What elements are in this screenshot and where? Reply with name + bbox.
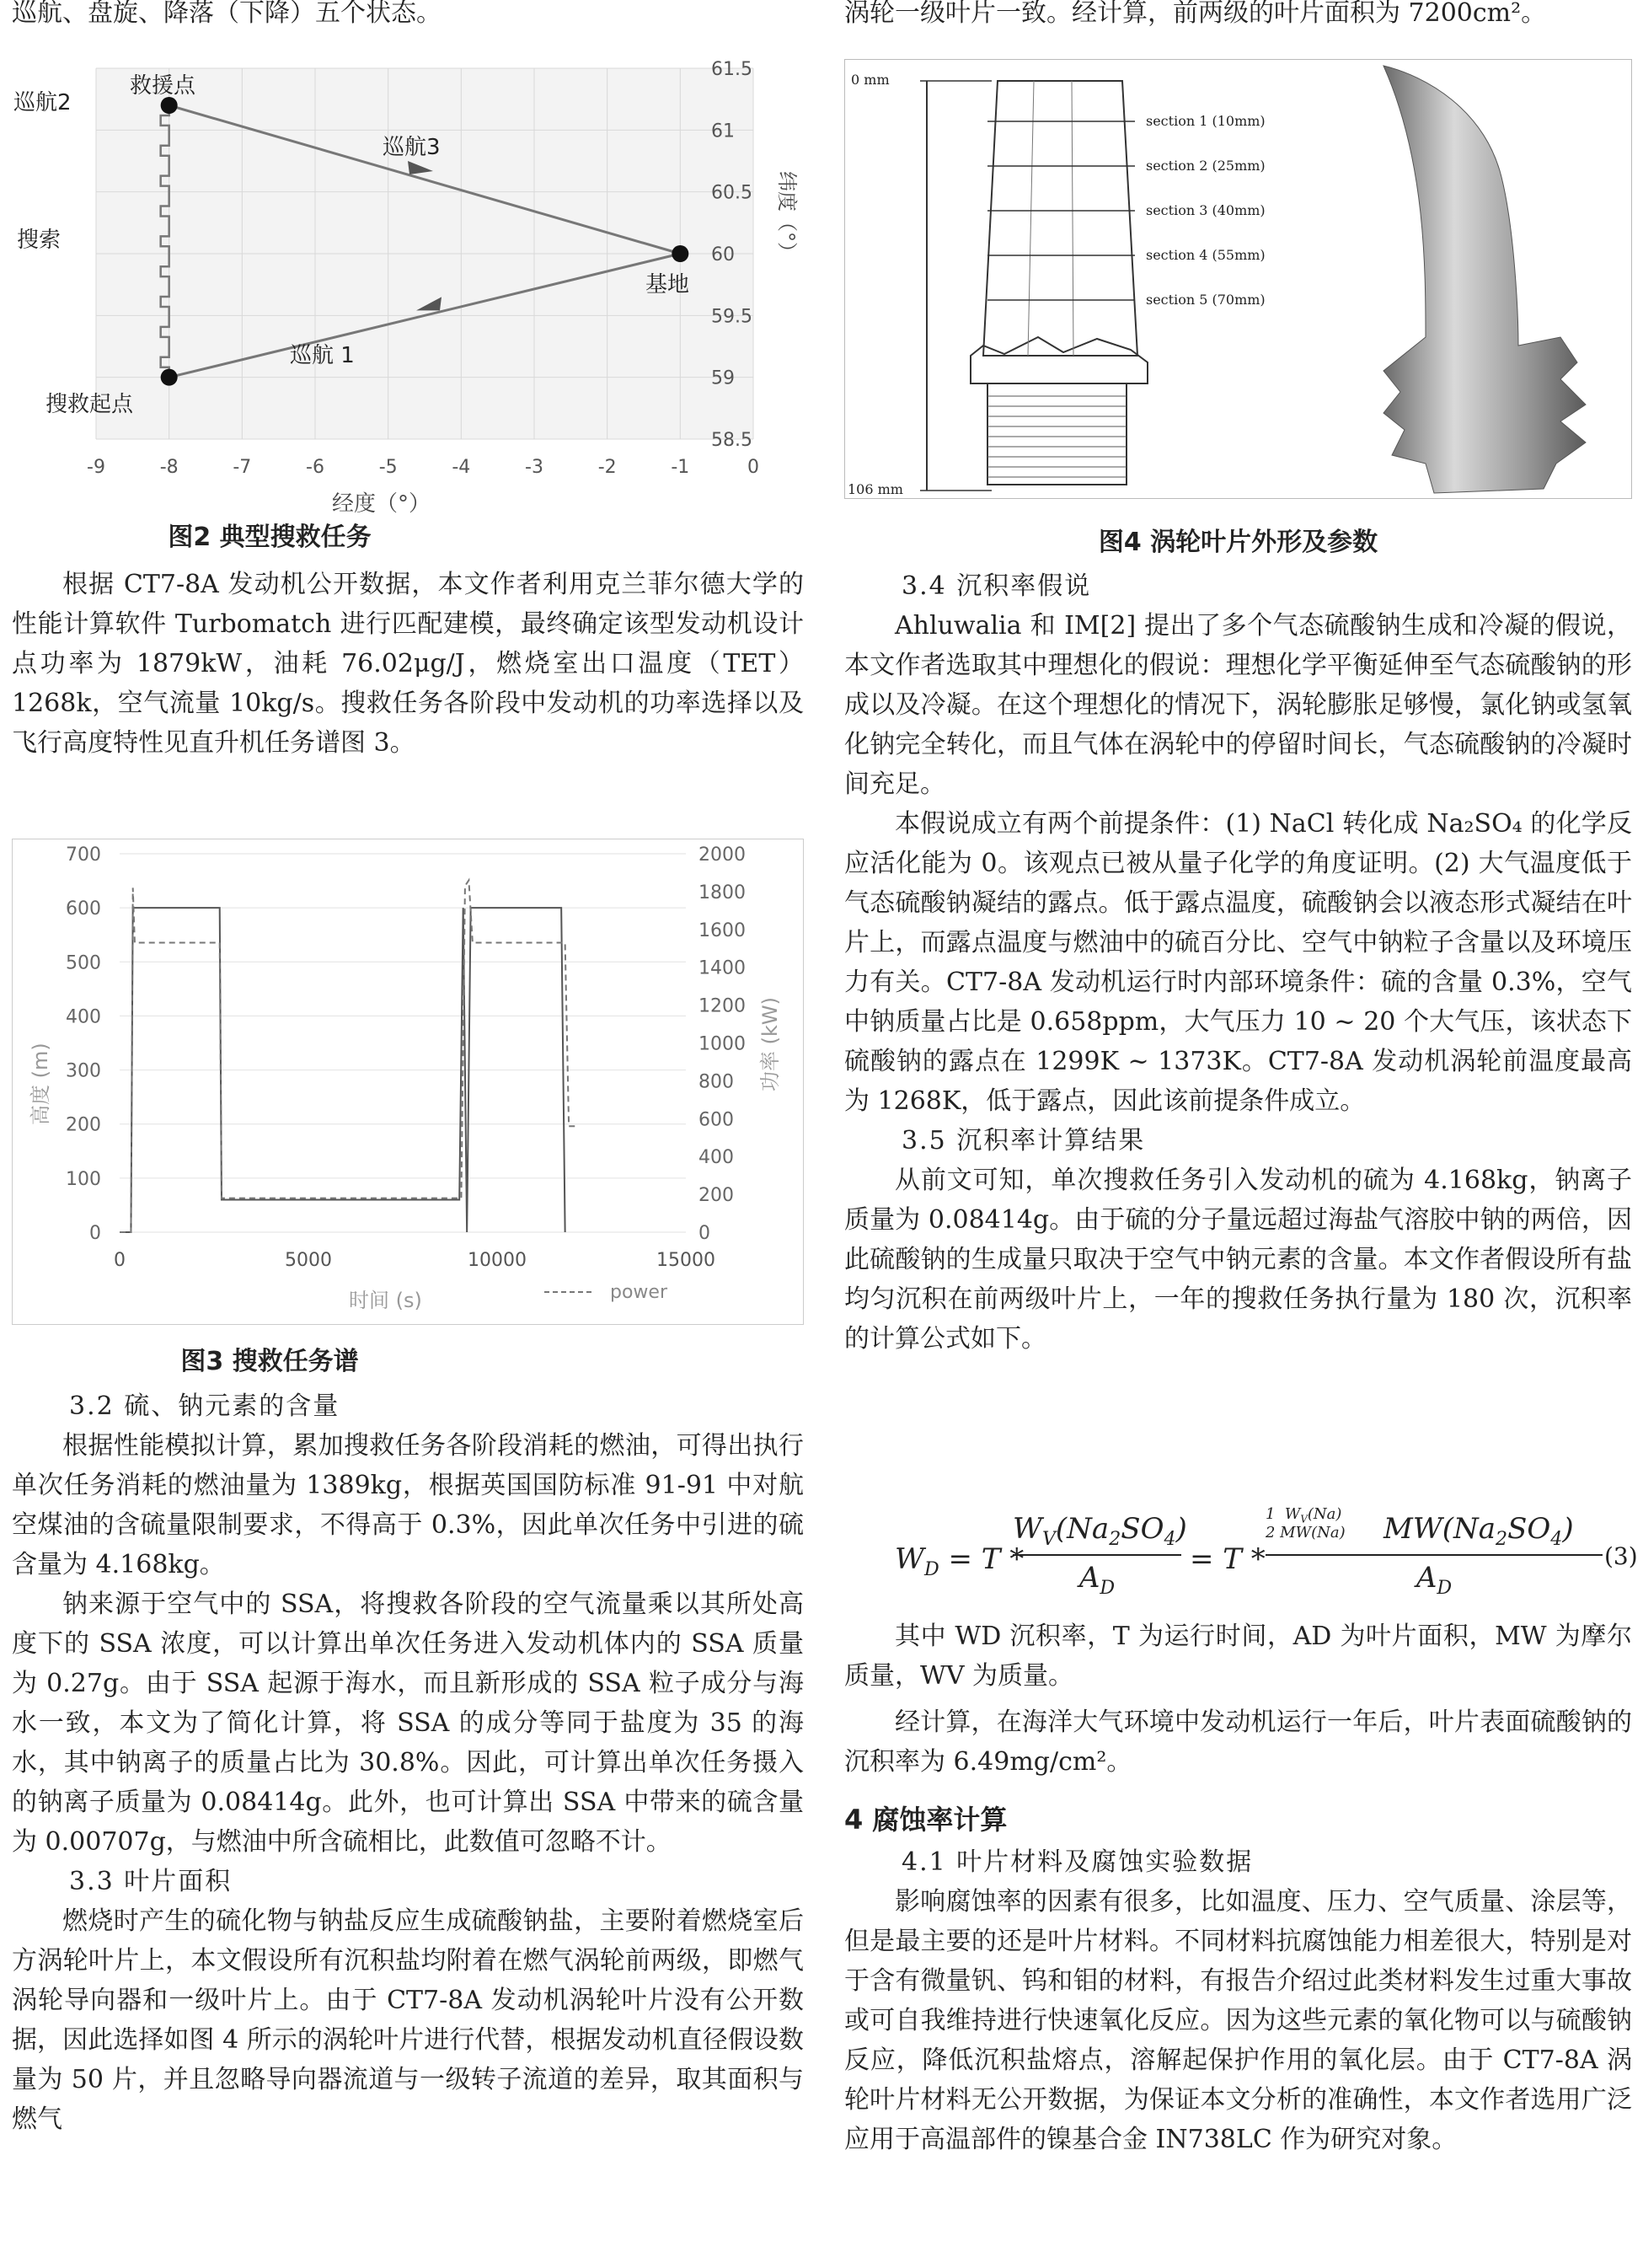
fig3-ytick-right: 0 [698, 1223, 710, 1244]
fig3-ytick-left: 200 [66, 1114, 101, 1136]
fig4-blade-render [1383, 66, 1586, 493]
fig2-ytick: 58.5 [711, 430, 752, 451]
fig2-ytick: 60.5 [711, 182, 752, 204]
fig3-gridlines [120, 854, 686, 1232]
right-para-1: Ahluwalia 和 IM[2] 提出了多个气态硫酸钠生成和冷凝的假说，本文作者选取其中理想化的假说：理想化学平衡延伸至气态硫酸钠的形成以及冷凝。在这个理想化的情况下，涡轮膨胀足够慢，氯化钠或氢氧化钠完全转化，而且气体在涡轮中的停留时间长，气态硫酸钠的冷凝时间充足。 [844, 611, 1632, 799]
right-para-4: 其中 WD 沉积率，T 为运行时间，AD 为叶片面积，MW 为摩尔质量，WV 为质量。 [844, 1622, 1632, 1691]
fig2-chart [12, 57, 804, 529]
fig2-caption: 图2 典型搜救任务 [168, 523, 372, 552]
fig3-xtick: 0 [114, 1250, 126, 1271]
section-3-2: 3.2 硫、钠元素的含量 [69, 1391, 340, 1421]
fig2-ytick: 59.5 [711, 306, 752, 328]
fig3-ytick-left: 400 [66, 1006, 101, 1028]
fig2-label-cruise3: 巡航3 [383, 135, 441, 160]
fig3-ytick-right: 1800 [698, 882, 746, 903]
fig3-caption: 图3 搜救任务谱 [180, 1347, 359, 1376]
fig4-bottom-mm: 106 mm [848, 481, 903, 497]
fig3-power-line [120, 880, 576, 1232]
fig4-section-label: section 2 (25mm) [1146, 158, 1266, 174]
fig2-xtick: -9 [87, 457, 105, 478]
section-3-4: 3.4 沉积率假说 [902, 571, 1092, 601]
fig4-blade-inner [1028, 81, 1073, 356]
fig3-ytick-right: 2000 [698, 844, 746, 866]
equation-number: (3) [1604, 1542, 1638, 1570]
fig4-section-label: section 4 (55mm) [1146, 247, 1266, 263]
fig3-ytick-right: 400 [698, 1147, 734, 1169]
fig2-point [161, 369, 178, 386]
fig2-xtick: -6 [306, 457, 324, 478]
fig2-point [672, 245, 688, 262]
fig2-label-base: 基地 [645, 272, 690, 298]
fig2-xtick: -7 [233, 457, 252, 478]
right-para-6: 影响腐蚀率的因素有很多，比如温度、压力、空气质量、涂层等，但是最主要的还是叶片材料。不同材料抗腐蚀能力相差很大，特别是对于含有微量钒、钨和钼的材料，有报告介绍过此类材料发生过重大事故或可自我维持进行快速氧化反应。因为这些元素的氧化物可以与硫酸钠反应，降低沉积盐熔点，溶解起保护作用的氧化层。由于 CT7-8A 涡轮叶片材料无公开数据，为保证本文分析的准确性，本文作者选用广泛应用于高温部件的镍基合金 IN738LC 作为研究对象。 [844, 1887, 1632, 2154]
fig3-ytick-right: 200 [698, 1185, 734, 1207]
left-para-1: 根据 CT7-8A 发动机公开数据，本文作者利用克兰菲尔德大学的性能计算软件 Turbomatch 进行匹配建模，最终确定该型发动机设计点功率为 1879kW，油耗 76.02μg/J，燃烧室出口温度（TET）1268k，空气流量 10kg/s。搜救任务各阶段中发动机的功率选择以及飞行高度特性见直升机任务谱图 3。 [12, 570, 804, 758]
section-3-3: 3.3 叶片面积 [69, 1867, 233, 1896]
fig2-xtick: -8 [159, 457, 179, 478]
right-para-2: 本假说成立有两个前提条件：(1) NaCl 转化成 Na₂SO₄ 的化学反应活化能为 0。该观点已被从量子化学的角度证明。(2) 大气温度低于气态硫酸钠凝结的露点。低于露点温度，硫酸钠会以液态形式凝结在叶片上，而露点温度与燃油中的硫百分比、空气中钠粒子含量以及环境压力有关。CT7-8A 发动机运行时内部环境条件：硫的含量 0.3%，空气中钠质量占比是 0.658ppm，大气压力 10 ~ 20 个大气压，该状态下硫酸钠的露点在 1299K ~ 1373K。CT7-8A 发动机涡轮前温度最高为 1268K，低于露点，因此该前提条件成立。 [844, 809, 1632, 1116]
fig2-ylabel: 纬度（°） [775, 171, 799, 262]
fig3-ytick-left: 500 [66, 952, 101, 974]
fig2-xtick: -4 [452, 457, 471, 478]
fig3-ytick-left: 300 [66, 1060, 101, 1082]
fig4-section-label: section 1 (10mm) [1146, 113, 1266, 129]
fig4-section-label: section 3 (40mm) [1146, 202, 1266, 218]
fig4-drawing [844, 59, 1632, 499]
fig3-chart [12, 839, 804, 1325]
fig2-xtick: 0 [747, 457, 759, 478]
fig3-ytick-right: 1400 [698, 957, 746, 979]
fig3-ytick-left: 600 [66, 898, 101, 920]
fig3-ytick-right: 800 [698, 1071, 734, 1093]
left-para-3: 钠来源于空气中的 SSA，将搜救各阶段的空气流量乘以其所处高度下的 SSA 浓度，可以计算出单次任务进入发动机体内的 SSA 质量为 0.27g。由于 SSA 起源于海水，而且新形成的 SSA 粒子成分与海水一致，本文为了简化计算，将 SSA 的成分等同于盐度为 35 的海水，其中钠离子的质量占比为 30.8%。因此，可计算出单次任务摄入的钠离子质量为 0.08414g。此外，也可计算出 SSA 中带来的硫含量为 0.00707g，与燃油中所含硫相比，此数值可忽略不计。 [12, 1590, 804, 1857]
right-para-3: 从前文可知，单次搜救任务引入发动机的硫为 4.168kg，钠离子质量为 0.08414g。由于硫的分子量远超过海盐气溶胶中钠的两倍，因此硫酸钠的生成量只取决于空气中钠元素的含量。本文作者假设所有盐均匀沉积在前两级叶片上，一年的搜救任务执行量为 180 次，沉积率的计算公式如下。 [844, 1166, 1632, 1354]
fig2-label-cruise2: 巡航2 [13, 90, 72, 115]
left-top-line: 巡航、盘旋、降落（下降）五个状态。 [12, 0, 442, 28]
fig2-label-start: 搜救起点 [45, 392, 134, 417]
fig3-ytick-left: 700 [66, 844, 101, 866]
heading-4: 4 腐蚀率计算 [844, 1804, 1008, 1836]
fig4-section-label: section 5 (70mm) [1146, 292, 1266, 308]
fig3-xlabel: 时间 (s) [349, 1289, 422, 1312]
fig4-caption: 图4 涡轮叶片外形及参数 [1098, 528, 1378, 557]
fig4-root-lines [987, 396, 1127, 477]
fig3-xtick: 10000 [468, 1250, 527, 1271]
fig3-ytick-left: 0 [89, 1223, 101, 1244]
fig2-label-search: 搜索 [17, 228, 62, 253]
fig3-legend-power: power [610, 1282, 667, 1303]
fig2-label-cruise1: 巡航 1 [290, 343, 355, 368]
fig3-ylabel-right: 功率 (kW) [758, 997, 782, 1091]
fig2-ytick: 59 [711, 367, 735, 389]
right-top-line: 涡轮一级叶片一致。经计算，前两级的叶片面积为 7200cm²。 [844, 0, 1547, 28]
equation-3: $W_D = T$ * $W_V(Na_2SO_4)$ $A_D$ = T * 1 $W_V(Na)$ 2 MW(Na) $MW(Na_2SO_4)$ $A_D$ (3) [895, 1505, 1638, 1599]
fig2-point [161, 97, 178, 114]
fig2-xtick: -2 [597, 457, 617, 478]
fig3-series [120, 880, 576, 1232]
fig3-ytick-left: 100 [66, 1168, 101, 1190]
fig2-xtick: -5 [378, 457, 398, 478]
section-3-5: 3.5 沉积率计算结果 [902, 1126, 1146, 1155]
fig2-ytick: 60 [711, 244, 735, 265]
fig2-ytick: 61 [711, 121, 735, 142]
left-para-2: 根据性能模拟计算，累加搜救任务各阶段消耗的燃油，可得出执行单次任务消耗的燃油量为 1389kg，根据英国国防标准 91-91 中对航空煤油的含硫量限制要求，不得高于 0.3%，因此单次任务中引进的硫含量为 4.168kg。 [12, 1431, 804, 1579]
fig3-xtick: 5000 [285, 1250, 332, 1271]
section-4-1: 4.1 叶片材料及腐蚀实验数据 [902, 1847, 1254, 1877]
fig3-ytick-right: 1000 [698, 1033, 746, 1055]
fig3-ytick-right: 1200 [698, 995, 746, 1017]
fig4-top-mm: 0 mm [851, 72, 890, 88]
right-para-5: 经计算，在海洋大气环境中发动机运行一年后，叶片表面硫酸钠的沉积率为 6.49mg/cm²。 [844, 1708, 1632, 1777]
fig2-xtick: -3 [525, 457, 543, 478]
fig3-xtick: 15000 [656, 1250, 715, 1271]
fig2-xtick: -1 [671, 457, 690, 478]
fig3-ytick-right: 1600 [698, 920, 746, 941]
fig2-ytick: 61.5 [711, 59, 752, 80]
left-para-4: 燃烧时产生的硫化物与钠盐反应生成硫酸钠盐，主要附着燃烧室后方涡轮叶片上，本文假设所有沉积盐均附着在燃气涡轮前两级，即燃气涡轮导向器和一级叶片上。由于 CT7-8A 发动机涡轮叶片没有公开数据，因此选择如图 4 所示的涡轮叶片进行代替，根据发动机直径假设数量为 50 片，并且忽略导向器流道与一级转子流道的差异，取其面积与燃气 [12, 1906, 804, 2134]
fig2-label-rescue: 救援点 [130, 73, 196, 99]
fig3-ylabel-left: 高度 (m) [29, 1043, 52, 1125]
fig2-xlabel: 经度（°） [332, 491, 431, 517]
fig3-ytick-right: 600 [698, 1109, 734, 1131]
